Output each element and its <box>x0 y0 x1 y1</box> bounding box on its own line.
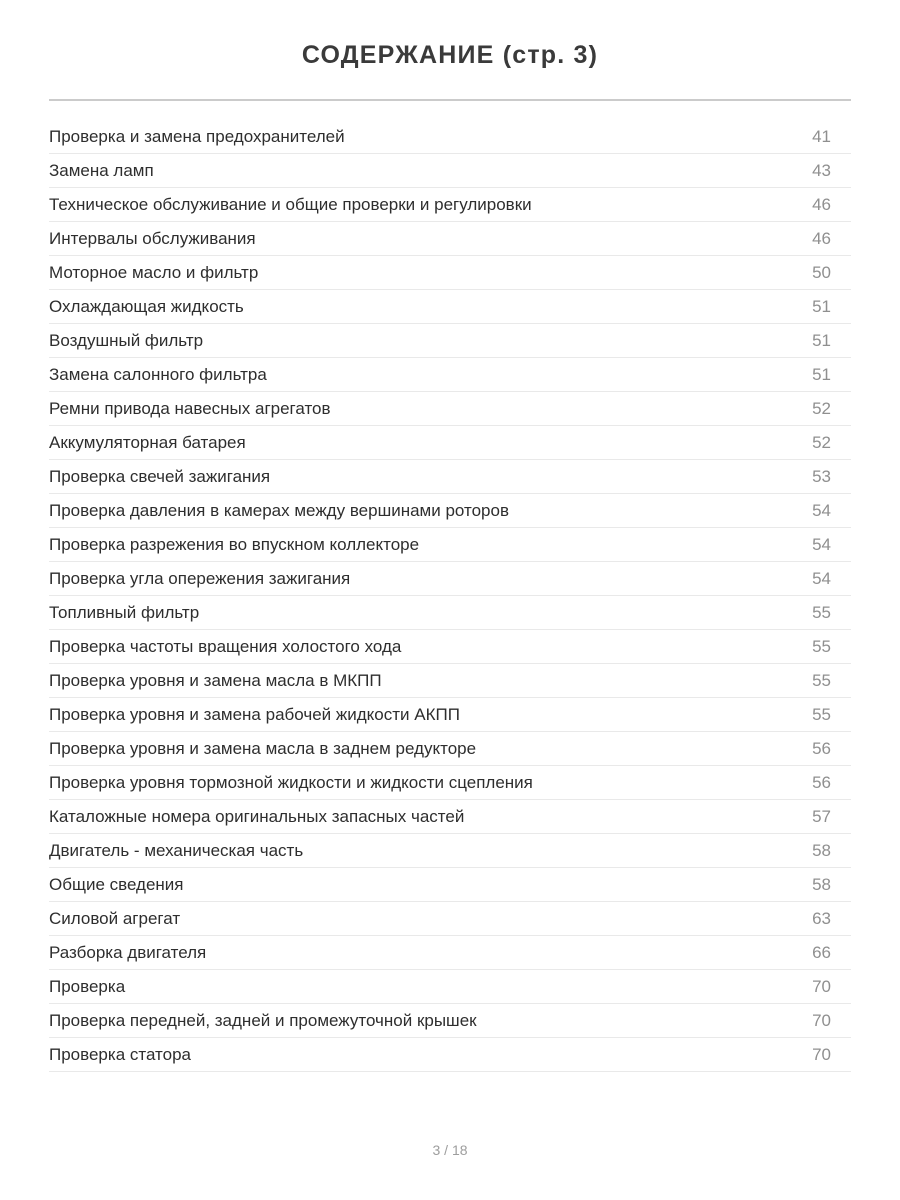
toc-entry[interactable] <box>49 494 851 528</box>
toc-entry-label: Двигатель - механическая часть <box>49 840 304 860</box>
toc-entry-label: Проверка частоты вращения холостого хода <box>49 636 402 656</box>
toc-entry-page-number: 70 <box>812 976 831 996</box>
page-title: СОДЕРЖАНИЕ (стр. 3) <box>301 41 599 69</box>
toc-entry-page-number: 54 <box>812 534 831 554</box>
toc-entry-label: Общие сведения <box>49 874 184 894</box>
toc-entry-page-number: 66 <box>812 942 831 962</box>
toc-entry-label: Разборка двигателя <box>49 942 207 962</box>
toc-entry[interactable] <box>49 528 851 562</box>
toc-entry-page-number: 43 <box>812 160 831 180</box>
toc-entry-label: Замена салонного фильтра <box>49 364 267 384</box>
toc-entry-page-number: 46 <box>812 194 831 214</box>
toc-entry[interactable] <box>49 970 851 1004</box>
toc-entry-label: Проверка уровня и замена масла в МКПП <box>49 670 382 690</box>
toc-entry-page-number: 55 <box>812 704 831 724</box>
toc-entry[interactable] <box>49 426 851 460</box>
toc-entry-page-number: 56 <box>812 772 831 792</box>
toc-entry[interactable] <box>49 222 851 256</box>
toc-entry[interactable] <box>49 800 851 834</box>
toc-entry[interactable] <box>49 664 851 698</box>
toc-entry[interactable] <box>49 1038 851 1072</box>
toc-entry[interactable] <box>49 732 851 766</box>
toc-entry-label: Техническое обслуживание и общие проверки и регулировки <box>49 194 532 214</box>
toc-entry-label: Проверка угла опережения зажигания <box>49 568 351 588</box>
toc-entry-page-number: 63 <box>812 908 831 928</box>
toc-entry-page-number: 70 <box>812 1010 831 1030</box>
toc-entry[interactable] <box>49 902 851 936</box>
toc-list <box>49 120 851 1072</box>
toc-entry[interactable] <box>49 392 851 426</box>
toc-entry-page-number: 52 <box>812 432 831 452</box>
toc-entry-label: Проверка уровня и замена масла в заднем редукторе <box>49 738 477 758</box>
toc-entry[interactable] <box>49 766 851 800</box>
toc-entry-label: Воздушный фильтр <box>49 330 204 350</box>
toc-entry-label: Проверка разрежения во впускном коллекторе <box>49 534 420 554</box>
toc-entry[interactable] <box>49 698 851 732</box>
toc-entry-page-number: 53 <box>812 466 831 486</box>
title-divider <box>49 99 851 101</box>
toc-entry[interactable] <box>49 1004 851 1038</box>
toc-entry-page-number: 51 <box>812 296 831 316</box>
toc-entry[interactable] <box>49 290 851 324</box>
toc-entry-page-number: 51 <box>812 330 831 350</box>
toc-entry-page-number: 55 <box>812 670 831 690</box>
toc-entry-label: Ремни привода навесных агрегатов <box>49 398 331 418</box>
toc-entry[interactable] <box>49 154 851 188</box>
toc-entry[interactable] <box>49 460 851 494</box>
toc-entry[interactable] <box>49 596 851 630</box>
toc-entry-page-number: 41 <box>812 126 831 146</box>
toc-entry-label: Аккумуляторная батарея <box>49 432 246 452</box>
toc-entry-label: Охлаждающая жидкость <box>49 296 244 316</box>
toc-entry-page-number: 58 <box>812 874 831 894</box>
toc-entry-label: Проверка уровня и замена рабочей жидкости АКПП <box>49 704 460 724</box>
toc-entry-page-number: 70 <box>812 1044 831 1064</box>
toc-entry-label: Топливный фильтр <box>49 602 200 622</box>
toc-entry[interactable] <box>49 120 851 154</box>
toc-entry[interactable] <box>49 868 851 902</box>
toc-entry[interactable] <box>49 562 851 596</box>
toc-entry-label: Силовой агрегат <box>49 908 181 928</box>
toc-entry[interactable] <box>49 256 851 290</box>
toc-entry-page-number: 56 <box>812 738 831 758</box>
toc-entry-page-number: 52 <box>812 398 831 418</box>
toc-entry-label: Проверка передней, задней и промежуточной крышек <box>49 1010 477 1030</box>
toc-entry-page-number: 46 <box>812 228 831 248</box>
toc-entry-page-number: 55 <box>812 602 831 622</box>
toc-entry[interactable] <box>49 834 851 868</box>
toc-entry-page-number: 55 <box>812 636 831 656</box>
toc-entry-page-number: 54 <box>812 500 831 520</box>
toc-entry-page-number: 50 <box>812 262 831 282</box>
toc-entry[interactable] <box>49 358 851 392</box>
toc-entry-label: Проверка свечей зажигания <box>49 466 271 486</box>
toc-entry[interactable] <box>49 630 851 664</box>
toc-entry-page-number: 54 <box>812 568 831 588</box>
toc-entry-label: Проверка давления в камерах между вершинами роторов <box>49 500 509 520</box>
toc-entry-page-number: 51 <box>812 364 831 384</box>
toc-entry-label: Моторное масло и фильтр <box>49 262 259 282</box>
toc-entry-page-number: 58 <box>812 840 831 860</box>
toc-entry[interactable] <box>49 936 851 970</box>
toc-entry-label: Интервалы обслуживания <box>49 228 256 248</box>
toc-entry-label: Каталожные номера оригинальных запасных частей <box>49 806 465 826</box>
page-indicator: 3 / 18 <box>432 1142 468 1158</box>
toc-entry-page-number: 57 <box>812 806 831 826</box>
toc-entry[interactable] <box>49 188 851 222</box>
toc-entry-label: Проверка <box>49 976 126 996</box>
toc-entry-label: Замена ламп <box>49 160 154 180</box>
toc-entry[interactable] <box>49 324 851 358</box>
toc-entry-label: Проверка статора <box>49 1044 192 1064</box>
toc-entry-label: Проверка и замена предохранителей <box>49 126 345 146</box>
toc-entry-label: Проверка уровня тормозной жидкости и жидкости сцепления <box>49 772 533 792</box>
